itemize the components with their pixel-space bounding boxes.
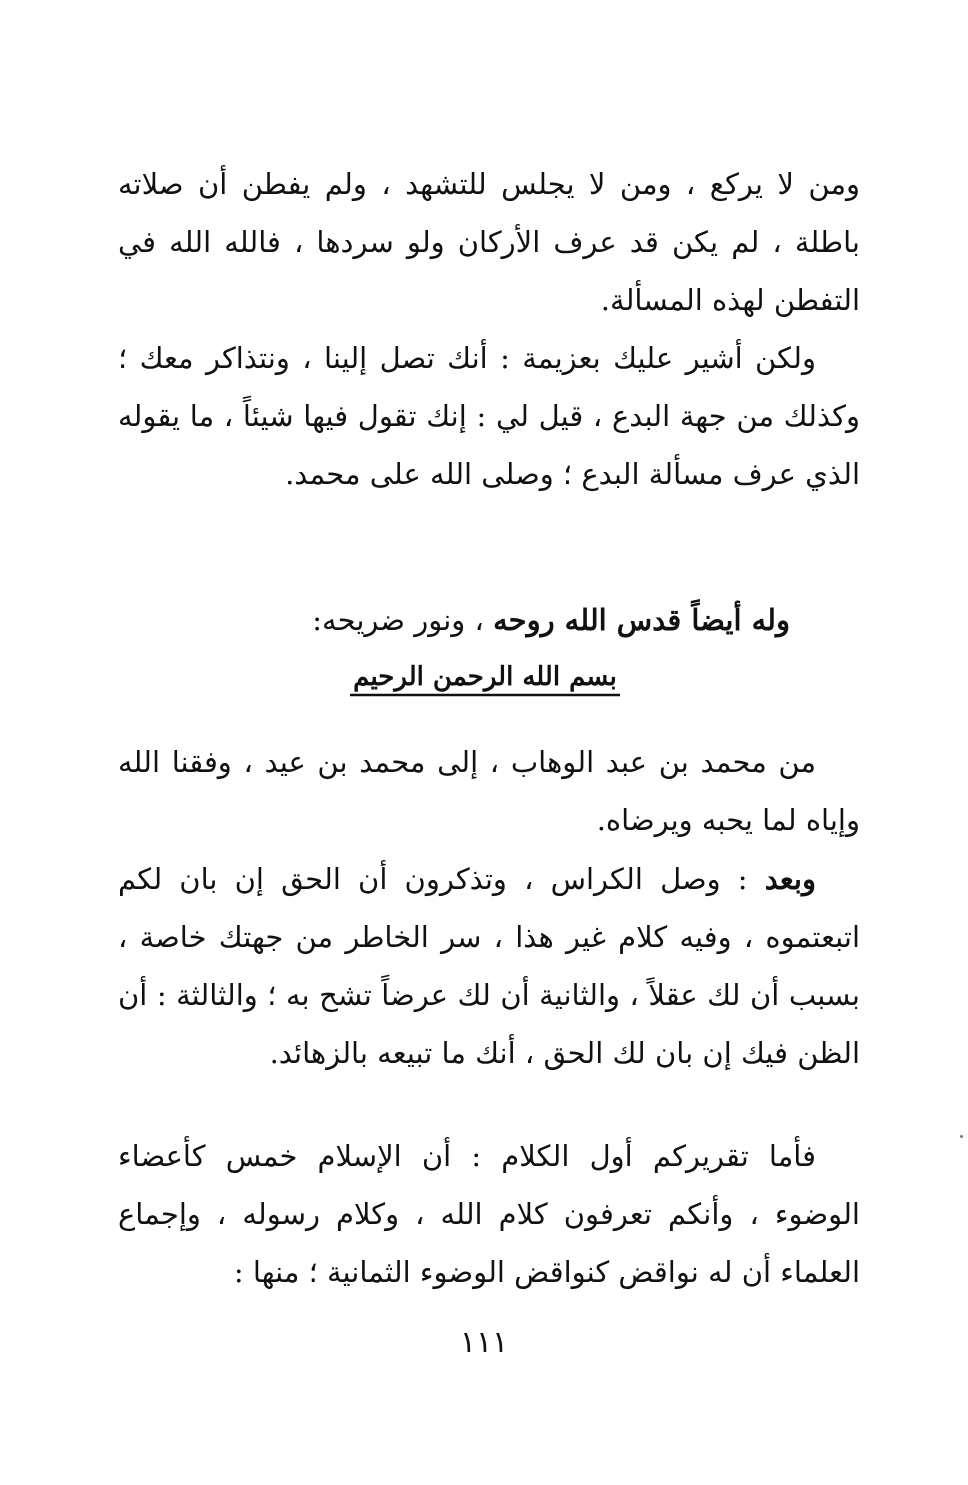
section-heading [312, 598, 790, 642]
paragraph-3: من محمد بن عبد الوهاب ، إلى محمد بن عيد ، وفقنا الله وإياه لما يحبه ويرضاه. [118, 745, 860, 837]
basmala-calligraphy [340, 655, 630, 705]
paragraph-5: فأما تقريركم أول الكلام : أن الإسلام خمس كأعضاء الوضوء ، وأنكم تعرفون كلام الله ، وكلام رسوله ، وإجماع العلماء أن له نواقض كنواقض الوضوء الثمانية ؛ منها : [118, 1139, 860, 1289]
basmala-text: بسم الله الرحمن الرحيم [353, 662, 617, 692]
paragraph-5-block [118, 1127, 860, 1301]
paragraph-3-block [118, 733, 860, 849]
paragraph-1: ومن لا يركع ، ومن لا يجلس للتشهد ، ولم يفطن أن صلاته باطلة ، لم يكن قد عرف الأركان ولو سردها ، فالله الله في التفطن لهذه المسألة. [118, 167, 860, 317]
scan-speck [960, 1135, 963, 1138]
paragraph-4-rest: : وصل الكراس ، وتذكرون أن الحق إن بان لكم اتبعتموه ، وفيه كلام غير هذا ، سر الخاطر من جهتك خاصة ، بسبب أن لك عقلاً ، والثانية أن لك عرضاً تشح به ؛ والثالثة : أن الظن فيك إن بان لك الحق ، أنك ما تبيعه بالزهائد. [118, 862, 860, 1070]
paragraph-2: ولكن أشير عليك بعزيمة : أنك تصل إلينا ، ونتذاكر معك ؛ وكذلك من جهة البدع ، قيل لي : إنك تقول فيها شيئاً ، ما يقوله الذي عرف مسألة البدع ؛ وصلى الله على محمد. [118, 341, 860, 491]
paragraph-4-lead: وبعد [764, 862, 816, 896]
heading-rest: ، ونور ضريحه: [312, 603, 484, 637]
paragraph-4-block [118, 850, 860, 1082]
paragraph-1-block [118, 155, 860, 329]
heading-bold: وله أيضاً قدس الله روحه [493, 603, 790, 637]
paragraph-4 [118, 850, 860, 1082]
paragraph-2-block [118, 329, 860, 503]
page-number: ١١١ [459, 1325, 509, 1360]
